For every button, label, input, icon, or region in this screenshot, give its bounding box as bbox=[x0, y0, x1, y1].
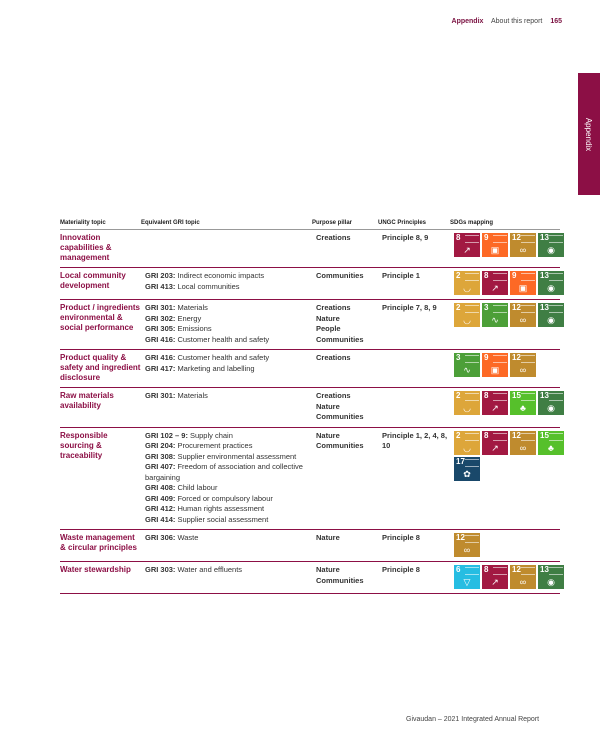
sdgs-mapping bbox=[454, 271, 568, 295]
sdg-number: 6 bbox=[456, 565, 461, 574]
growth-chart-icon: ↗ bbox=[491, 442, 499, 453]
purpose-pillar: Creations bbox=[316, 391, 351, 400]
tree-bird-icon: ♣ bbox=[520, 403, 526, 413]
purpose-pillars bbox=[316, 303, 382, 345]
ungc-principles: Principle 8, 9 bbox=[382, 233, 429, 242]
sdg-title-lines bbox=[493, 567, 507, 575]
gri-code: GRI 417: bbox=[145, 363, 176, 373]
sdg-number: 8 bbox=[484, 391, 489, 400]
header-section: Appendix bbox=[451, 18, 484, 25]
eye-globe-icon: ◉ bbox=[547, 245, 555, 255]
purpose-pillar: People bbox=[316, 324, 341, 333]
purpose-pillar: Creations bbox=[316, 303, 351, 312]
sdg-title-lines bbox=[465, 567, 479, 575]
sdg-number: 13 bbox=[540, 233, 549, 242]
purpose-pillars bbox=[316, 353, 382, 383]
purpose-pillar: Communities bbox=[316, 412, 364, 421]
ungc-principles: Principle 7, 8, 9 bbox=[382, 303, 437, 312]
purpose-pillar: Nature bbox=[316, 565, 340, 574]
sdg-title-lines bbox=[465, 535, 479, 543]
purpose-pillars bbox=[316, 271, 382, 295]
materiality-topic: Water stewardship bbox=[60, 565, 131, 574]
sdgs-mapping bbox=[454, 353, 568, 383]
growth-chart-icon: ↗ bbox=[463, 245, 471, 255]
gri-text: Supply chain bbox=[189, 430, 233, 440]
sdg-title-lines bbox=[465, 355, 479, 363]
sdg-tile bbox=[510, 431, 536, 455]
gri-text: Indirect economic impacts bbox=[177, 271, 265, 280]
materiality-topic: Product quality & safety and ingredient disclosure bbox=[60, 353, 141, 382]
gri-text: Energy bbox=[177, 313, 202, 323]
sdg-tile bbox=[510, 271, 536, 295]
col-header-materiality-topic: Materiality topic bbox=[60, 220, 106, 226]
gri-item bbox=[145, 353, 316, 364]
sdg-title-lines bbox=[465, 235, 479, 243]
sdg-title-lines bbox=[465, 459, 479, 467]
infinity-icon: ∞ bbox=[519, 577, 527, 587]
sdg-number: 9 bbox=[484, 353, 489, 362]
table-row bbox=[60, 388, 560, 428]
gri-item bbox=[145, 335, 316, 346]
sdg-title-lines bbox=[549, 393, 563, 401]
sdgs-mapping bbox=[454, 303, 568, 345]
growth-chart-icon: ↗ bbox=[491, 403, 499, 413]
col-header-ungc-principles: UNGC Principles bbox=[378, 220, 427, 226]
gri-text: Customer health and safety bbox=[177, 334, 270, 344]
side-tab-label: Appendix bbox=[584, 117, 594, 151]
materiality-table bbox=[60, 220, 560, 594]
gri-item bbox=[145, 431, 316, 442]
sdg-title-lines bbox=[465, 305, 479, 313]
cubes-icon: ▣ bbox=[490, 245, 500, 255]
sdg-tile bbox=[538, 391, 564, 415]
materiality-topic: Waste management & circular principles bbox=[60, 533, 137, 552]
growth-chart-icon: ↗ bbox=[491, 283, 499, 293]
purpose-pillars bbox=[316, 533, 382, 557]
gri-code: GRI 102 – 9: bbox=[145, 430, 188, 440]
eye-globe-icon: ◉ bbox=[547, 315, 555, 325]
sdg-title-lines bbox=[465, 393, 479, 401]
sdg-title-lines bbox=[493, 355, 507, 363]
gri-text: Child labour bbox=[177, 483, 218, 492]
sdg-number: 2 bbox=[456, 303, 461, 312]
ungc-principles: Principle 8 bbox=[382, 565, 420, 574]
gri-code: GRI 203: bbox=[145, 271, 176, 280]
eye-globe-icon: ◉ bbox=[547, 283, 555, 293]
header-subsection: About this report bbox=[490, 18, 543, 25]
sdg-number: 3 bbox=[484, 303, 489, 312]
gri-item bbox=[145, 364, 316, 375]
gri-item bbox=[145, 271, 316, 282]
sdg-tile bbox=[454, 271, 480, 295]
sdg-number: 9 bbox=[484, 233, 489, 242]
gri-item bbox=[145, 441, 316, 452]
sdg-tile bbox=[510, 233, 536, 257]
materiality-topic: Local community development bbox=[60, 271, 126, 290]
col-header-purpose-pillar: Purpose pillar bbox=[312, 220, 353, 226]
sdg-number: 2 bbox=[456, 271, 461, 280]
sdgs-mapping bbox=[454, 431, 568, 526]
gri-code: GRI 413: bbox=[145, 281, 176, 291]
sdgs-mapping bbox=[454, 233, 568, 263]
table-row bbox=[60, 268, 560, 300]
gri-topics bbox=[145, 233, 316, 263]
gri-text: Forced or compulsory labour bbox=[177, 493, 273, 503]
sdg-number: 3 bbox=[456, 353, 461, 362]
cubes-icon: ▣ bbox=[490, 365, 500, 375]
sdg-tile bbox=[510, 565, 536, 589]
sdg-title-lines bbox=[493, 393, 507, 401]
sdg-title-lines bbox=[549, 305, 563, 313]
gri-text: Materials bbox=[177, 303, 208, 312]
purpose-pillar: Communities bbox=[316, 441, 364, 450]
sdg-tile bbox=[482, 271, 508, 295]
sdg-number: 8 bbox=[484, 565, 489, 574]
ungc-principles: Principle 1 bbox=[382, 271, 420, 280]
sdgs-mapping bbox=[454, 533, 568, 557]
heartbeat-icon: ∿ bbox=[491, 315, 499, 325]
purpose-pillar: Communities bbox=[316, 271, 364, 280]
gri-item bbox=[145, 391, 316, 402]
gri-code: GRI 408: bbox=[145, 483, 176, 492]
sdg-number: 12 bbox=[456, 533, 465, 542]
table-header bbox=[60, 220, 560, 230]
sdg-tile bbox=[482, 391, 508, 415]
bowl-icon: ◡ bbox=[463, 315, 471, 325]
sdg-tile bbox=[538, 431, 564, 455]
bowl-icon: ◡ bbox=[463, 283, 471, 293]
gri-topics bbox=[145, 533, 316, 557]
gri-text: Customer health and safety bbox=[177, 353, 270, 362]
gri-code: GRI 303: bbox=[145, 565, 176, 574]
sdg-title-lines bbox=[521, 273, 535, 281]
gri-code: GRI 308: bbox=[145, 451, 176, 461]
table-row bbox=[60, 562, 560, 594]
ungc-principles bbox=[382, 353, 454, 383]
sdg-tile bbox=[482, 233, 508, 257]
appendix-side-tab[interactable] bbox=[578, 73, 600, 195]
sdg-title-lines bbox=[521, 393, 535, 401]
gri-code: GRI 305: bbox=[145, 324, 176, 333]
sdg-title-lines bbox=[493, 235, 507, 243]
gri-item bbox=[145, 452, 316, 463]
sdg-title-lines bbox=[465, 433, 479, 441]
gri-item bbox=[145, 565, 316, 576]
col-header-sdgs-mapping: SDGs mapping bbox=[450, 220, 494, 226]
sdg-number: 15 bbox=[540, 430, 549, 440]
sdg-number: 2 bbox=[456, 430, 461, 440]
cubes-icon: ▣ bbox=[518, 283, 528, 293]
sdg-number: 12 bbox=[512, 303, 521, 312]
gri-code: GRI 301: bbox=[145, 303, 176, 312]
infinity-icon: ∞ bbox=[519, 245, 527, 255]
gri-item bbox=[145, 303, 316, 314]
sdg-number: 13 bbox=[540, 565, 549, 574]
bowl-icon: ◡ bbox=[463, 403, 471, 413]
purpose-pillar: Nature bbox=[316, 430, 340, 440]
gri-text: Procurement practices bbox=[177, 441, 253, 450]
gri-code: GRI 302: bbox=[145, 313, 176, 323]
sdg-title-lines bbox=[549, 433, 563, 441]
sdg-number: 15 bbox=[512, 391, 521, 400]
gri-item bbox=[145, 324, 316, 335]
sdg-tile bbox=[454, 233, 480, 257]
gri-text: Materials bbox=[177, 391, 208, 400]
sdg-number: 13 bbox=[540, 303, 549, 312]
page-header bbox=[452, 18, 562, 25]
sdg-title-lines bbox=[521, 567, 535, 575]
gri-code: GRI 414: bbox=[145, 514, 176, 524]
sdg-number: 9 bbox=[512, 271, 517, 280]
sdg-tile bbox=[538, 271, 564, 295]
sdg-tile bbox=[454, 457, 480, 481]
gri-text: Marketing and labelling bbox=[177, 363, 255, 373]
gri-text: Supplier social assessment bbox=[177, 514, 269, 524]
table-body bbox=[60, 230, 560, 594]
infinity-icon: ∞ bbox=[519, 365, 527, 375]
sdg-title-lines bbox=[521, 433, 535, 441]
sdg-title-lines bbox=[549, 235, 563, 243]
purpose-pillar: Creations bbox=[316, 353, 351, 362]
purpose-pillar: Nature bbox=[316, 401, 340, 411]
table-row bbox=[60, 350, 560, 388]
gri-code: GRI 407: bbox=[145, 462, 176, 471]
gri-text: Freedom of association and collective bargaining bbox=[145, 462, 303, 482]
ungc-principles: Principle 1, 2, 4, 8, 10 bbox=[382, 430, 448, 450]
table-row bbox=[60, 300, 560, 350]
gri-item bbox=[145, 282, 316, 293]
sdg-number: 8 bbox=[484, 271, 489, 280]
flower-rings-icon: ✿ bbox=[463, 468, 471, 479]
gri-text: Local communities bbox=[177, 281, 240, 291]
materiality-topic: Product / ingredients environmental & social performance bbox=[60, 303, 141, 332]
sdg-tile bbox=[482, 303, 508, 327]
sdg-tile bbox=[510, 303, 536, 327]
sdg-number: 8 bbox=[456, 233, 461, 242]
page-number: 165 bbox=[550, 18, 562, 25]
gri-code: GRI 409: bbox=[145, 493, 176, 503]
table-row bbox=[60, 428, 560, 531]
gri-text: Emissions bbox=[177, 324, 212, 333]
materiality-topic: Raw materials availability bbox=[60, 391, 114, 410]
sdg-tile bbox=[454, 391, 480, 415]
col-header-gri-topic: Equivalent GRI topic bbox=[141, 220, 200, 226]
sdg-title-lines bbox=[493, 273, 507, 281]
sdg-title-lines bbox=[521, 355, 535, 363]
purpose-pillar: Nature bbox=[316, 533, 340, 542]
sdg-tile bbox=[482, 431, 508, 455]
sdg-number: 17 bbox=[456, 456, 465, 466]
gri-text: Human rights assessment bbox=[177, 504, 265, 513]
purpose-pillars bbox=[316, 565, 382, 589]
sdg-tile bbox=[538, 233, 564, 257]
purpose-pillars bbox=[316, 431, 382, 526]
gri-topics bbox=[145, 391, 316, 423]
sdg-title-lines bbox=[549, 273, 563, 281]
gri-topics bbox=[145, 565, 316, 589]
materiality-topic: Innovation capabilities & management bbox=[60, 233, 112, 262]
gri-code: GRI 416: bbox=[145, 353, 176, 362]
sdg-tile bbox=[510, 391, 536, 415]
gri-item bbox=[145, 462, 316, 483]
sdg-tile bbox=[454, 303, 480, 327]
gri-item bbox=[145, 515, 316, 526]
gri-item bbox=[145, 483, 316, 494]
purpose-pillar: Nature bbox=[316, 313, 340, 323]
sdg-tile bbox=[454, 353, 480, 377]
sdg-tile bbox=[454, 431, 480, 455]
sdg-tile bbox=[510, 353, 536, 377]
purpose-pillar: Communities bbox=[316, 575, 364, 585]
sdg-tile bbox=[538, 565, 564, 589]
purpose-pillars bbox=[316, 391, 382, 423]
gri-item bbox=[145, 494, 316, 505]
sdg-tile bbox=[482, 565, 508, 589]
purpose-pillar: Communities bbox=[316, 334, 364, 344]
gri-item bbox=[145, 314, 316, 325]
sdg-title-lines bbox=[493, 433, 507, 441]
sdg-tile bbox=[454, 565, 480, 589]
sdg-number: 12 bbox=[512, 233, 521, 242]
purpose-pillars bbox=[316, 233, 382, 263]
gri-item bbox=[145, 504, 316, 515]
gri-text: Supplier environmental assessment bbox=[177, 451, 297, 461]
sdgs-mapping bbox=[454, 565, 568, 589]
sdg-number: 12 bbox=[512, 353, 521, 362]
sdg-number: 8 bbox=[484, 430, 489, 440]
table-row bbox=[60, 230, 560, 268]
infinity-icon: ∞ bbox=[519, 315, 527, 325]
page-footer: Givaudan – 2021 Integrated Annual Report bbox=[406, 716, 540, 723]
growth-chart-icon: ↗ bbox=[491, 577, 499, 587]
gri-code: GRI 204: bbox=[145, 441, 176, 450]
sdg-number: 12 bbox=[512, 565, 521, 574]
gri-topics bbox=[145, 353, 316, 383]
sdg-number: 12 bbox=[512, 430, 521, 440]
gri-code: GRI 306: bbox=[145, 533, 176, 542]
gri-topics bbox=[145, 431, 316, 526]
gri-code: GRI 412: bbox=[145, 504, 176, 513]
sdgs-mapping bbox=[454, 391, 568, 423]
sdg-number: 13 bbox=[540, 391, 549, 400]
sdg-title-lines bbox=[549, 567, 563, 575]
eye-globe-icon: ◉ bbox=[547, 403, 555, 413]
infinity-icon: ∞ bbox=[519, 442, 527, 453]
sdg-tile bbox=[454, 533, 480, 557]
sdg-tile bbox=[538, 303, 564, 327]
sdg-title-lines bbox=[521, 305, 535, 313]
purpose-pillar: Creations bbox=[316, 233, 351, 242]
materiality-topic: Responsible sourcing & traceability bbox=[60, 430, 108, 460]
bowl-icon: ◡ bbox=[463, 442, 471, 453]
gri-code: GRI 301: bbox=[145, 391, 176, 400]
sdg-tile bbox=[482, 353, 508, 377]
table-row bbox=[60, 530, 560, 562]
sdg-number: 2 bbox=[456, 391, 461, 400]
sdg-title-lines bbox=[465, 273, 479, 281]
gri-topics bbox=[145, 271, 316, 295]
ungc-principles: Principle 8 bbox=[382, 533, 420, 542]
gri-text: Waste bbox=[177, 533, 199, 542]
gri-text: Water and effluents bbox=[177, 565, 243, 574]
gri-topics bbox=[145, 303, 316, 345]
gri-code: GRI 416: bbox=[145, 334, 176, 344]
tree-bird-icon: ♣ bbox=[548, 442, 554, 453]
ungc-principles bbox=[382, 391, 454, 423]
water-glass-icon: ▽ bbox=[463, 577, 471, 587]
heartbeat-icon: ∿ bbox=[463, 365, 471, 375]
eye-globe-icon: ◉ bbox=[547, 577, 555, 587]
sdg-title-lines bbox=[493, 305, 507, 313]
sdg-title-lines bbox=[521, 235, 535, 243]
sdg-number: 13 bbox=[540, 271, 549, 280]
infinity-icon: ∞ bbox=[463, 545, 471, 555]
gri-item bbox=[145, 533, 316, 544]
